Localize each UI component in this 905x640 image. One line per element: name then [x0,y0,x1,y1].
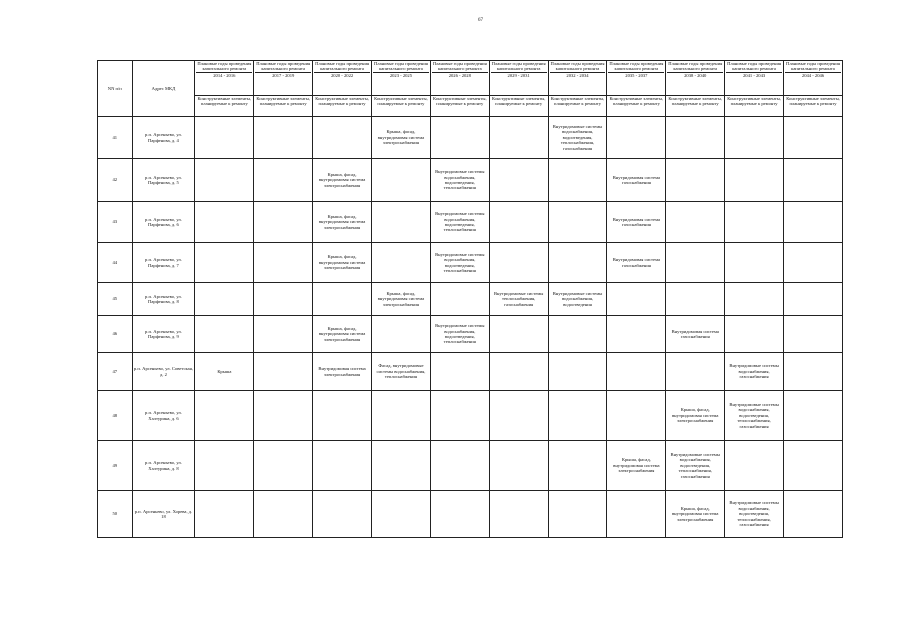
header-period [489,61,548,96]
period-years: 2044 - 2046 [785,72,841,78]
period-years: 2032 - 2034 [550,72,606,78]
repair-cell: Внутридомовые системы водоснабжения, газоснабжения [725,353,784,391]
period-years: 2041 - 2043 [726,72,782,78]
repair-cell: Крыша, фасад, внутридомовая система электроснабжения [313,243,372,283]
repair-cell [666,243,725,283]
repair-cell [254,202,313,243]
page-number: 67 [478,18,483,23]
repair-cell [784,391,843,441]
header-period [372,61,431,96]
repair-cell [725,243,784,283]
repair-cell [430,391,489,441]
repair-cell [489,491,548,538]
repair-cell [195,202,254,243]
row-number: 42 [98,159,133,202]
repair-cell [666,202,725,243]
repair-cell [489,117,548,159]
repair-cell [430,117,489,159]
repair-cell: Крыша, фасад, внутридомовая система электроснабжения [607,441,666,491]
repair-cell [313,283,372,316]
repair-cell [784,159,843,202]
repair-cell [548,491,607,538]
repair-cell [195,491,254,538]
repair-cell [254,491,313,538]
repair-cell [725,441,784,491]
period-years: 2023 - 2025 [373,72,429,78]
header-subtitle: Конструктивные элементы, планируемые к ремонту [607,96,666,117]
period-years: 2035 - 2037 [608,72,664,78]
header-subtitle: Конструктивные элементы, планируемые к ремонту [489,96,548,117]
header-subtitle: Конструктивные элементы, планируемые к ремонту [548,96,607,117]
period-years: 2029 - 2031 [491,72,547,78]
repair-cell [784,283,843,316]
repair-cell [489,243,548,283]
repair-cell [254,391,313,441]
repair-cell [430,353,489,391]
repair-cell [548,202,607,243]
repair-cell [430,491,489,538]
repair-cell [784,491,843,538]
repair-cell [725,316,784,353]
repair-cell: Внутридомовые системы водоснабжения, водоотведения [548,283,607,316]
table-row [98,353,843,391]
repair-cell [784,353,843,391]
table-row [98,243,843,283]
header-num: NN п/п [98,61,133,117]
row-number: 44 [98,243,133,283]
repair-cell [548,391,607,441]
row-number: 45 [98,283,133,316]
header-subtitle: Конструктивные элементы, планируемые к ремонту [313,96,372,117]
period-title: Плановые годы проведения капитального ремонта [491,61,546,72]
repair-cell [313,491,372,538]
repair-cell [254,316,313,353]
repair-cell: Крыша [195,353,254,391]
repair-cell: Внутридомовые системы водоснабжения, водоотведения, теплоснабжения [430,243,489,283]
repair-cell: Крыша, фасад, внутридомовая система электроснабжения [372,283,431,316]
repair-cell: Крыша, фасад, внутридомовая система электроснабжения [666,391,725,441]
table-row [98,491,843,538]
repair-cell: Внутридомовая система газоснабжения [607,243,666,283]
repair-cell [313,391,372,441]
repair-cell [372,243,431,283]
repair-cell [607,117,666,159]
repair-cell [372,202,431,243]
repair-cell: Крыша, фасад, внутридомовая система электроснабжения [313,159,372,202]
period-title: Плановые годы проведения капитального ремонта [786,61,840,72]
repair-cell [372,391,431,441]
table-row [98,316,843,353]
repair-cell [548,316,607,353]
header-period [313,61,372,96]
table-row [98,283,843,316]
repair-cell: Внутридомовые системы водоснабжения, водоотведения, теплоснабжения [430,202,489,243]
repair-cell [784,316,843,353]
repair-cell [725,283,784,316]
repair-cell [784,441,843,491]
repair-cell [254,159,313,202]
header-period [254,61,313,96]
period-title: Плановые годы проведения капитального ремонта [609,61,664,72]
repair-cell [254,243,313,283]
header-subtitle: Конструктивные элементы, планируемые к ремонту [254,96,313,117]
repair-cell: Внутридомовые системы водоснабжения, водоотведения, теплоснабжения, газоснабжения [725,391,784,441]
repair-cell [195,441,254,491]
header-subtitle: Конструктивные элементы, планируемые к ремонту [195,96,254,117]
header-period [430,61,489,96]
repair-cell [254,441,313,491]
period-years: 2026 - 2028 [432,72,488,78]
repair-cell [195,391,254,441]
repair-cell [725,159,784,202]
repair-cell [489,441,548,491]
repair-cell [195,159,254,202]
repair-cell: Крыша, фасад, внутридомовая система электроснабжения [372,117,431,159]
repair-cell [489,316,548,353]
repair-cell: Крыша, фасад, внутридомовая система электроснабжения [313,202,372,243]
repair-cell: Внутридомовая система газоснабжения [666,316,725,353]
repair-cell: Внутридомовые системы водоснабжения, водоотведения, теплоснабжения, газоснабжения [666,441,725,491]
repair-cell [489,353,548,391]
repair-cell [666,159,725,202]
row-address: р.п. Арсеньево, ул. Парфенова, д. 4 [132,117,195,159]
repair-cell: Крыша, фасад, внутридомовая система электроснабжения [666,491,725,538]
row-number: 43 [98,202,133,243]
repair-cell: Фасад, внутридомовые системы водоснабжения, теплоснабжения [372,353,431,391]
row-address: р.п. Арсеньево, ул. Парфенова, д. 6 [132,202,195,243]
header-period [666,61,725,96]
header-period [784,61,843,96]
period-years: 2014 - 2016 [196,72,252,78]
period-years: 2017 - 2019 [255,72,311,78]
repair-cell [548,159,607,202]
repair-cell [254,353,313,391]
repair-cell [666,283,725,316]
row-number: 48 [98,391,133,441]
header-subtitle: Конструктивные элементы, планируемые к ремонту [666,96,725,117]
table-row [98,117,843,159]
repair-cell [313,117,372,159]
table-row [98,159,843,202]
header-period [725,61,784,96]
period-title: Плановые годы проведения капитального ремонта [197,61,252,72]
repair-cell [725,202,784,243]
row-number: 50 [98,491,133,538]
header-period [607,61,666,96]
repair-cell [784,117,843,159]
period-title: Плановые годы проведения капитального ремонта [256,61,311,72]
repair-cell: Внутридомовые системы водоснабжения, водоотведения, теплоснабжения, газоснабжения [725,491,784,538]
repair-cell [725,117,784,159]
repair-cell: Внутридомовая система газоснабжения [607,202,666,243]
row-address: р.п. Арсеньево, ул. Парфенова, д. 9 [132,316,195,353]
header-address: Адрес МКД [132,61,195,117]
header-subtitle: Конструктивные элементы, планируемые к ремонту [372,96,431,117]
repair-cell [195,243,254,283]
row-address: р.п. Арсеньево, ул. Халтурина, д. 8 [132,441,195,491]
repair-cell [784,243,843,283]
repair-cell [489,159,548,202]
row-number: 47 [98,353,133,391]
row-address: р.п. Арсеньево, ул. Парфенова, д. 5 [132,159,195,202]
repair-cell: Внутридомовые системы теплоснабжения, газоснабжения [489,283,548,316]
repair-cell [430,283,489,316]
header-period [548,61,607,96]
period-years: 2020 - 2022 [314,72,370,78]
header-subtitle: Конструктивные элементы, планируемые к ремонту [430,96,489,117]
repair-cell [607,491,666,538]
repair-cell: Внутридомовая система электроснабжения [313,353,372,391]
table-row [98,441,843,491]
capital-repair-table [97,60,843,538]
table-row [98,391,843,441]
period-title: Плановые годы проведения капитального ремонта [373,61,428,72]
repair-cell [607,353,666,391]
header-subtitle: Конструктивные элементы, планируемые к ремонту [784,96,843,117]
table-header [98,61,843,117]
repair-cell [372,159,431,202]
period-title: Плановые годы проведения капитального ремонта [315,61,370,72]
repair-cell [195,283,254,316]
repair-cell [607,316,666,353]
repair-cell [372,316,431,353]
row-address: р.п. Арсеньево, ул. Парфенова, д. 8 [132,283,195,316]
row-address: р.п. Арсеньево, ул. Хорева, д. 18 [132,491,195,538]
repair-cell [254,117,313,159]
header-subtitle: Конструктивные элементы, планируемые к ремонту [725,96,784,117]
repair-cell [254,283,313,316]
repair-cell [548,353,607,391]
repair-cell [489,202,548,243]
repair-cell [430,441,489,491]
row-address: р.п. Арсеньево, ул. Халтурина, д. 6 [132,391,195,441]
table-body [98,117,843,538]
repair-cell [784,202,843,243]
repair-cell: Внутридомовые системы водоснабжения, водоотведения, теплоснабжения, газоснабжения [548,117,607,159]
repair-cell: Крыша, фасад, внутридомовая система электроснабжения [313,316,372,353]
period-title: Плановые годы проведения капитального ремонта [432,61,487,72]
repair-cell [372,491,431,538]
repair-cell [195,316,254,353]
repair-cell [372,441,431,491]
repair-cell [489,391,548,441]
repair-cell [666,353,725,391]
repair-cell [607,283,666,316]
repair-cell [548,441,607,491]
row-number: 41 [98,117,133,159]
table-row [98,202,843,243]
repair-cell: Внутридомовые системы водоснабжения, водоотведения, теплоснабжения [430,316,489,353]
repair-cell [313,441,372,491]
repair-cell: Внутридомовые системы водоснабжения, водоотведения, теплоснабжения [430,159,489,202]
period-title: Плановые годы проведения капитального ремонта [668,61,723,72]
row-number: 49 [98,441,133,491]
repair-cell: Внутридомовая система газоснабжения [607,159,666,202]
header-period [195,61,254,96]
row-address: р.п. Арсеньево, ул. Парфенова, д. 7 [132,243,195,283]
repair-cell [548,243,607,283]
period-title: Плановые годы проведения капитального ремонта [727,61,782,72]
period-title: Плановые годы проведения капитального ремонта [550,61,605,72]
period-years: 2038 - 2040 [667,72,723,78]
row-number: 46 [98,316,133,353]
row-address: р.п. Арсеньево, ул. Советская, д. 2 [132,353,195,391]
repair-cell [195,117,254,159]
repair-cell [666,117,725,159]
repair-cell [607,391,666,441]
